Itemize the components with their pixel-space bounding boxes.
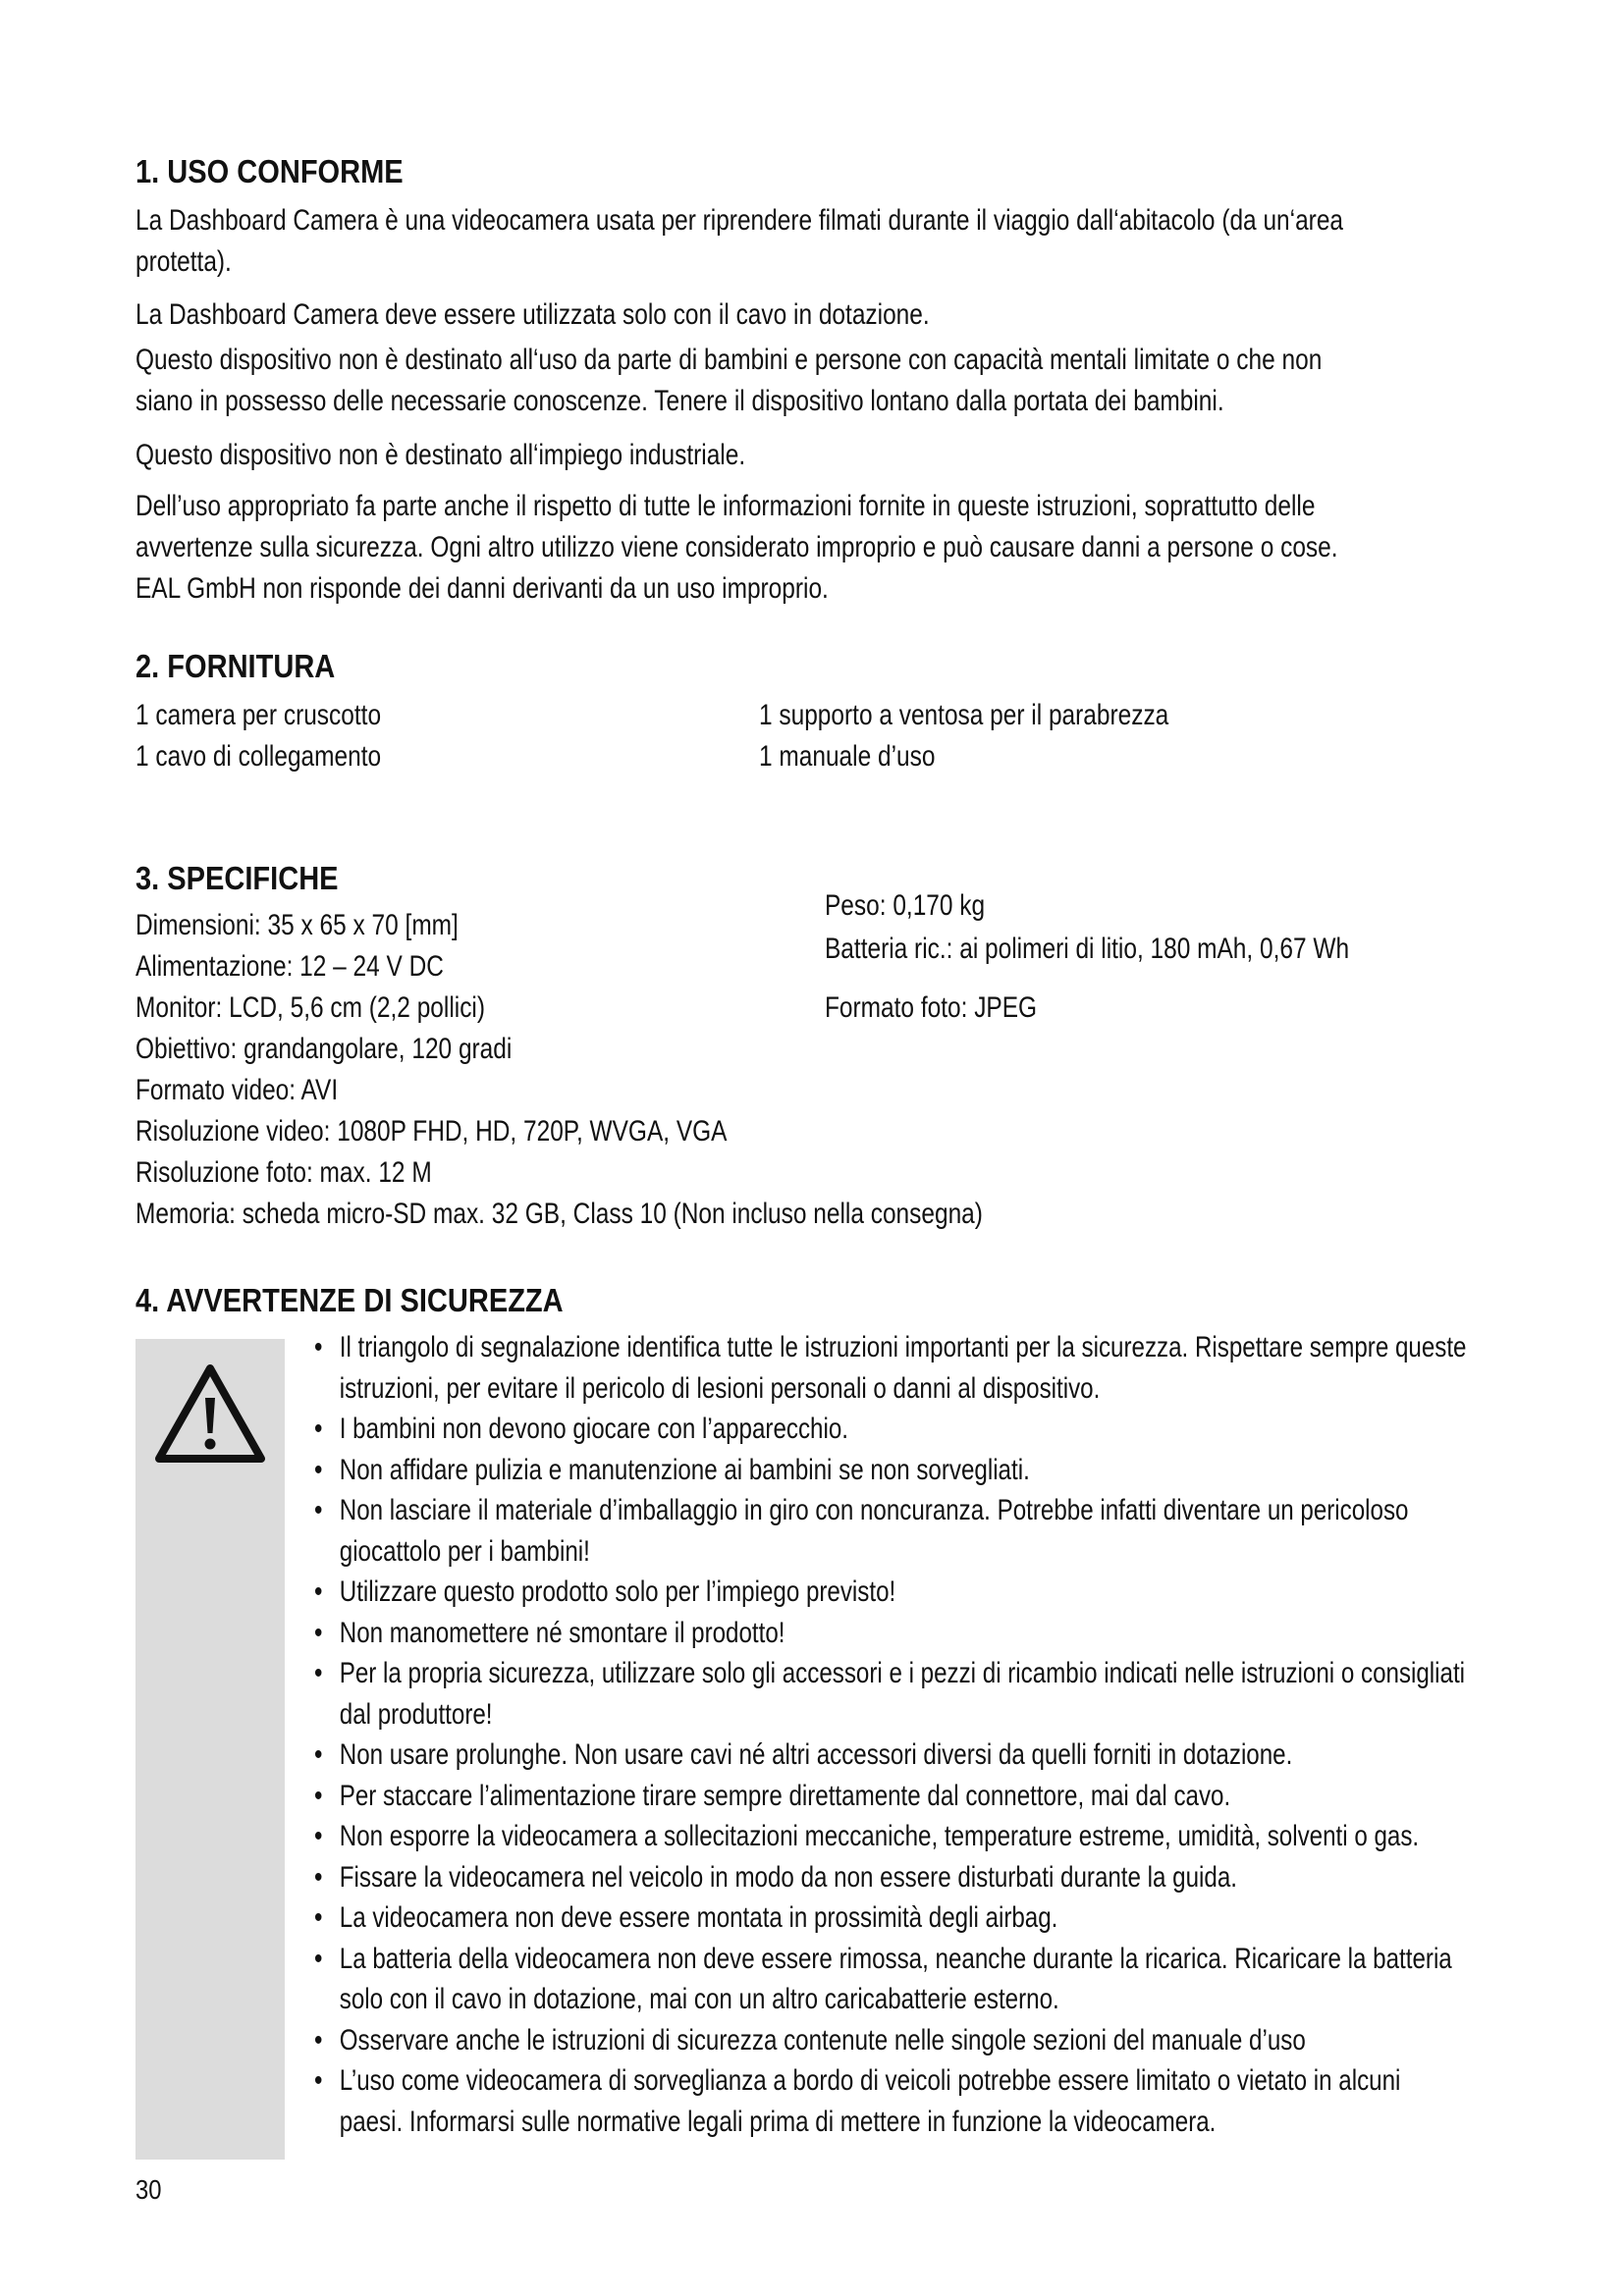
fornitura-item: 1 supporto a ventosa per il parabrezza [759,699,1169,731]
fornitura-item: 1 cavo di collegamento [135,740,382,773]
spec-risoluzione-video: Risoluzione video: 1080P FHD, HD, 720P, WVGA, VGA [135,1115,728,1148]
list-item: • L’uso come videocamera di sorveglianza a bordo di veicoli potrebbe essere limitato o vietato in alcuni paesi. Informarsi sulle normative legali prima di mettere in funzione la videocamera. [314,2060,1468,2142]
spec-dimensioni: Dimensioni: 35 x 65 x 70 [mm] [135,909,459,941]
spec-formato-foto: Formato foto: JPEG [825,991,1038,1024]
list-item: • Utilizzare questo prodotto solo per l’impiego previsto! [314,1572,1468,1613]
list-item: • Per staccare l’alimentazione tirare sempre direttamente dal connettore, mai dal cavo. [314,1776,1468,1817]
spec-batteria: Batteria ric.: ai polimeri di litio, 180 mAh, 0,67 Wh [825,933,1350,965]
spec-peso: Peso: 0,170 kg [825,889,986,922]
spec-monitor: Monitor: LCD, 5,6 cm (2,2 pollici) [135,991,486,1024]
uso-paragraph-4: Questo dispositivo non è destinato all‘impiego industriale. [135,439,746,471]
list-item: • La videocamera non deve essere montata in prossimità degli airbag. [314,1897,1468,1939]
fornitura-item: 1 camera per cruscotto [135,699,382,731]
list-item: • Il triangolo di segnalazione identifica tutte le istruzioni importanti per la sicurezza. Rispettare sempre queste istruzioni, per evitare il pericolo di lesioni personali o danni al dispositivo. [314,1327,1468,1409]
list-item: • Non esporre la videocamera a sollecitazioni meccaniche, temperature estreme, umidità, solventi o gas. [314,1816,1468,1857]
list-item: • Osservare anche le istruzioni di sicurezza contenute nelle singole sezioni del manuale d’uso [314,2020,1468,2061]
list-item: • Non manomettere né smontare il prodotto! [314,1613,1468,1654]
list-item: • Fissare la videocamera nel veicolo in modo da non essere disturbati durante la guida. [314,1857,1468,1898]
uso-paragraph-3: Questo dispositivo non è destinato all‘uso da parte di bambini e persone con capacità mentali limitate o che non siano in possesso delle necessarie conoscenze. Tenere il dispositivo lontano dalla portata dei bambini. [135,344,1323,417]
list-item: • Non affidare pulizia e manutenzione ai bambini se non sorvegliati. [314,1450,1468,1491]
warning-triangle-icon [153,1362,267,1465]
fornitura-item: 1 manuale d’uso [759,740,936,773]
section-title-fornitura: 2. FORNITURA [135,648,336,684]
section-title-sicurezza: 4. AVVERTENZE DI SICUREZZA [135,1282,564,1318]
uso-paragraph-1: La Dashboard Camera è una videocamera usata per riprendere filmati durante il viaggio dall‘abitacolo (da un‘area protetta). [135,204,1344,278]
list-item: • Non usare prolunghe. Non usare cavi né altri accessori diversi da quelli forniti in dotazione. [314,1735,1468,1776]
spec-formato-video: Formato video: AVI [135,1074,339,1106]
uso-paragraph-5: Dell’uso appropriato fa parte anche il rispetto di tutte le informazioni fornite in queste istruzioni, soprattutto delle avvertenze sulla sicurezza. Ogni altro utilizzo viene considerato improprio e può causare danni a persone o cose. EAL GmbH non risponde dei danni derivanti da un uso improprio. [135,490,1338,605]
list-item: • I bambini non devono giocare con l’apparecchio. [314,1409,1468,1450]
spec-memoria: Memoria: scheda micro-SD max. 32 GB, Class 10 (Non incluso nella consegna) [135,1198,983,1230]
list-item: • La batteria della videocamera non deve essere rimossa, neanche durante la ricarica. Ricaricare la batteria solo con il cavo in dotazione, mai con un altro caricabatterie esterno. [314,1939,1468,2020]
spec-risoluzione-foto: Risoluzione foto: max. 12 M [135,1156,432,1189]
spec-alimentazione: Alimentazione: 12 – 24 V DC [135,950,444,983]
section-title-uso-conforme: 1. USO CONFORME [135,153,404,189]
list-item: • Per la propria sicurezza, utilizzare solo gli accessori e i pezzi di ricambio indicati nelle istruzioni o consigliati dal produttore! [314,1653,1468,1735]
section-title-specifiche: 3. SPECIFICHE [135,860,339,896]
uso-paragraph-2: La Dashboard Camera deve essere utilizzata solo con il cavo in dotazione. [135,298,930,331]
safety-bullet-list [314,1327,1468,2142]
list-item: • Non lasciare il materiale d’imballaggio in giro con noncuranza. Potrebbe infatti diventare un pericoloso giocattolo per i bambini! [314,1490,1468,1572]
page-number: 30 [135,2174,162,2205]
spec-obiettivo: Obiettivo: grandangolare, 120 gradi [135,1033,513,1065]
